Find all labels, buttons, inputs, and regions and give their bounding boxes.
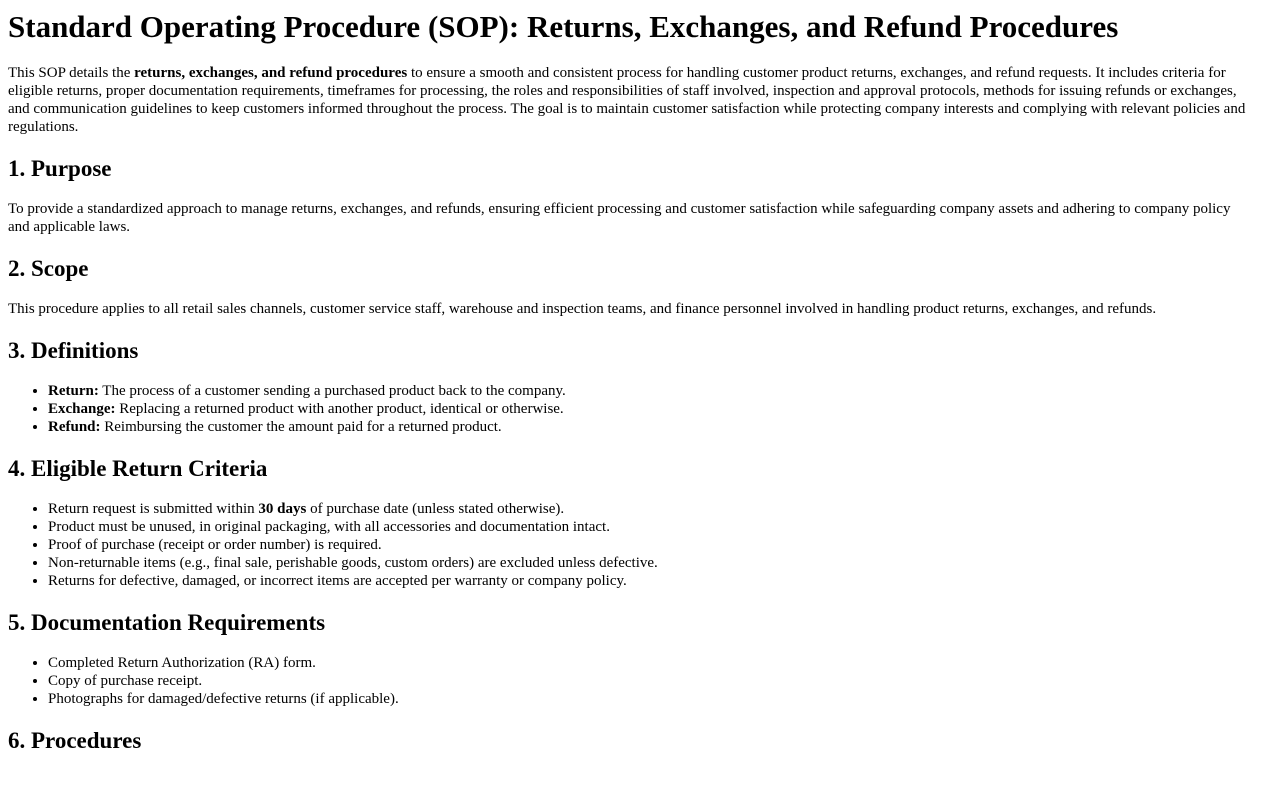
eligibility-item: • Returns for defective, damaged, or incorrect items are accepted per warranty or company policy. xyxy=(48,572,1255,590)
definition-text: Reimbursing the customer the amount paid for a returned product. xyxy=(100,419,502,435)
document-page xyxy=(0,9,1263,754)
intro-text-before: This SOP details the xyxy=(8,65,135,81)
definition-item-return xyxy=(48,382,1255,400)
definitions-heading: 3. Definitions xyxy=(8,338,139,363)
definitions-list xyxy=(8,382,1255,436)
page-title: Standard Operating Procedure (SOP): Returns, Exchanges, and Refund Procedures xyxy=(8,9,1119,44)
eligibility-bold-days: 30 days xyxy=(258,501,307,517)
documentation-item: • Photographs for damaged/defective returns (if applicable). xyxy=(48,690,1255,708)
purpose-heading: 1. Purpose xyxy=(8,156,112,181)
eligibility-heading: 4. Eligible Return Criteria xyxy=(8,456,268,481)
eligibility-list xyxy=(8,500,1255,590)
documentation-item: • Completed Return Authorization (RA) form. xyxy=(48,654,1255,672)
documentation-heading: 5. Documentation Requirements xyxy=(8,610,326,635)
scope-text: This procedure applies to all retail sales channels, customer service staff, warehouse and inspection teams, and finance personnel involved in handling product returns, exchanges, and refunds. xyxy=(8,301,1157,317)
definition-item-refund xyxy=(48,418,1255,436)
eligibility-item: • Product must be unused, in original packaging, with all accessories and documentation intact. xyxy=(48,518,1255,536)
definition-term: Return: xyxy=(48,383,99,399)
eligibility-item xyxy=(48,500,1255,518)
documentation-list xyxy=(8,654,1255,708)
procedures-heading: 6. Procedures xyxy=(8,728,142,753)
definition-term: Refund: xyxy=(48,419,101,435)
definition-text: Replacing a returned product with another product, identical or otherwise. xyxy=(115,401,564,417)
scope-heading: 2. Scope xyxy=(8,256,89,281)
purpose-text: To provide a standardized approach to manage returns, exchanges, and refunds, ensuring efficient processing and customer satisfaction while safeguarding company assets and adhering to company policy and applicable laws. xyxy=(8,201,1231,235)
definition-term: Exchange: xyxy=(48,401,116,417)
documentation-item: • Copy of purchase receipt. xyxy=(48,672,1255,690)
eligibility-text-after: of purchase date (unless stated otherwise). xyxy=(306,501,565,517)
eligibility-item: • Non-returnable items (e.g., final sale, perishable goods, custom orders) are excluded unless defective. xyxy=(48,554,1255,572)
intro-text-after: to ensure a smooth and consistent process for handling customer product returns, exchanges, and refund requests. It includes criteria for eligible returns, proper documentation requirements, timeframes for processing, the roles and responsibilities of staff involved, inspection and approval protocols, methods for issuing refunds or exchanges, and communication guidelines to keep customers informed throughout the process. The goal is to maintain customer satisfaction while protecting company interests and complying with relevant policies and regulations. xyxy=(8,65,1246,135)
definition-item-exchange xyxy=(48,400,1255,418)
intro-paragraph xyxy=(8,64,1255,136)
eligibility-text-before: Return request is submitted within xyxy=(48,501,259,517)
intro-bold-text: returns, exchanges, and refund procedures xyxy=(134,65,408,81)
definition-text: The process of a customer sending a purchased product back to the company. xyxy=(98,383,566,399)
eligibility-item: • Proof of purchase (receipt or order number) is required. xyxy=(48,536,1255,554)
